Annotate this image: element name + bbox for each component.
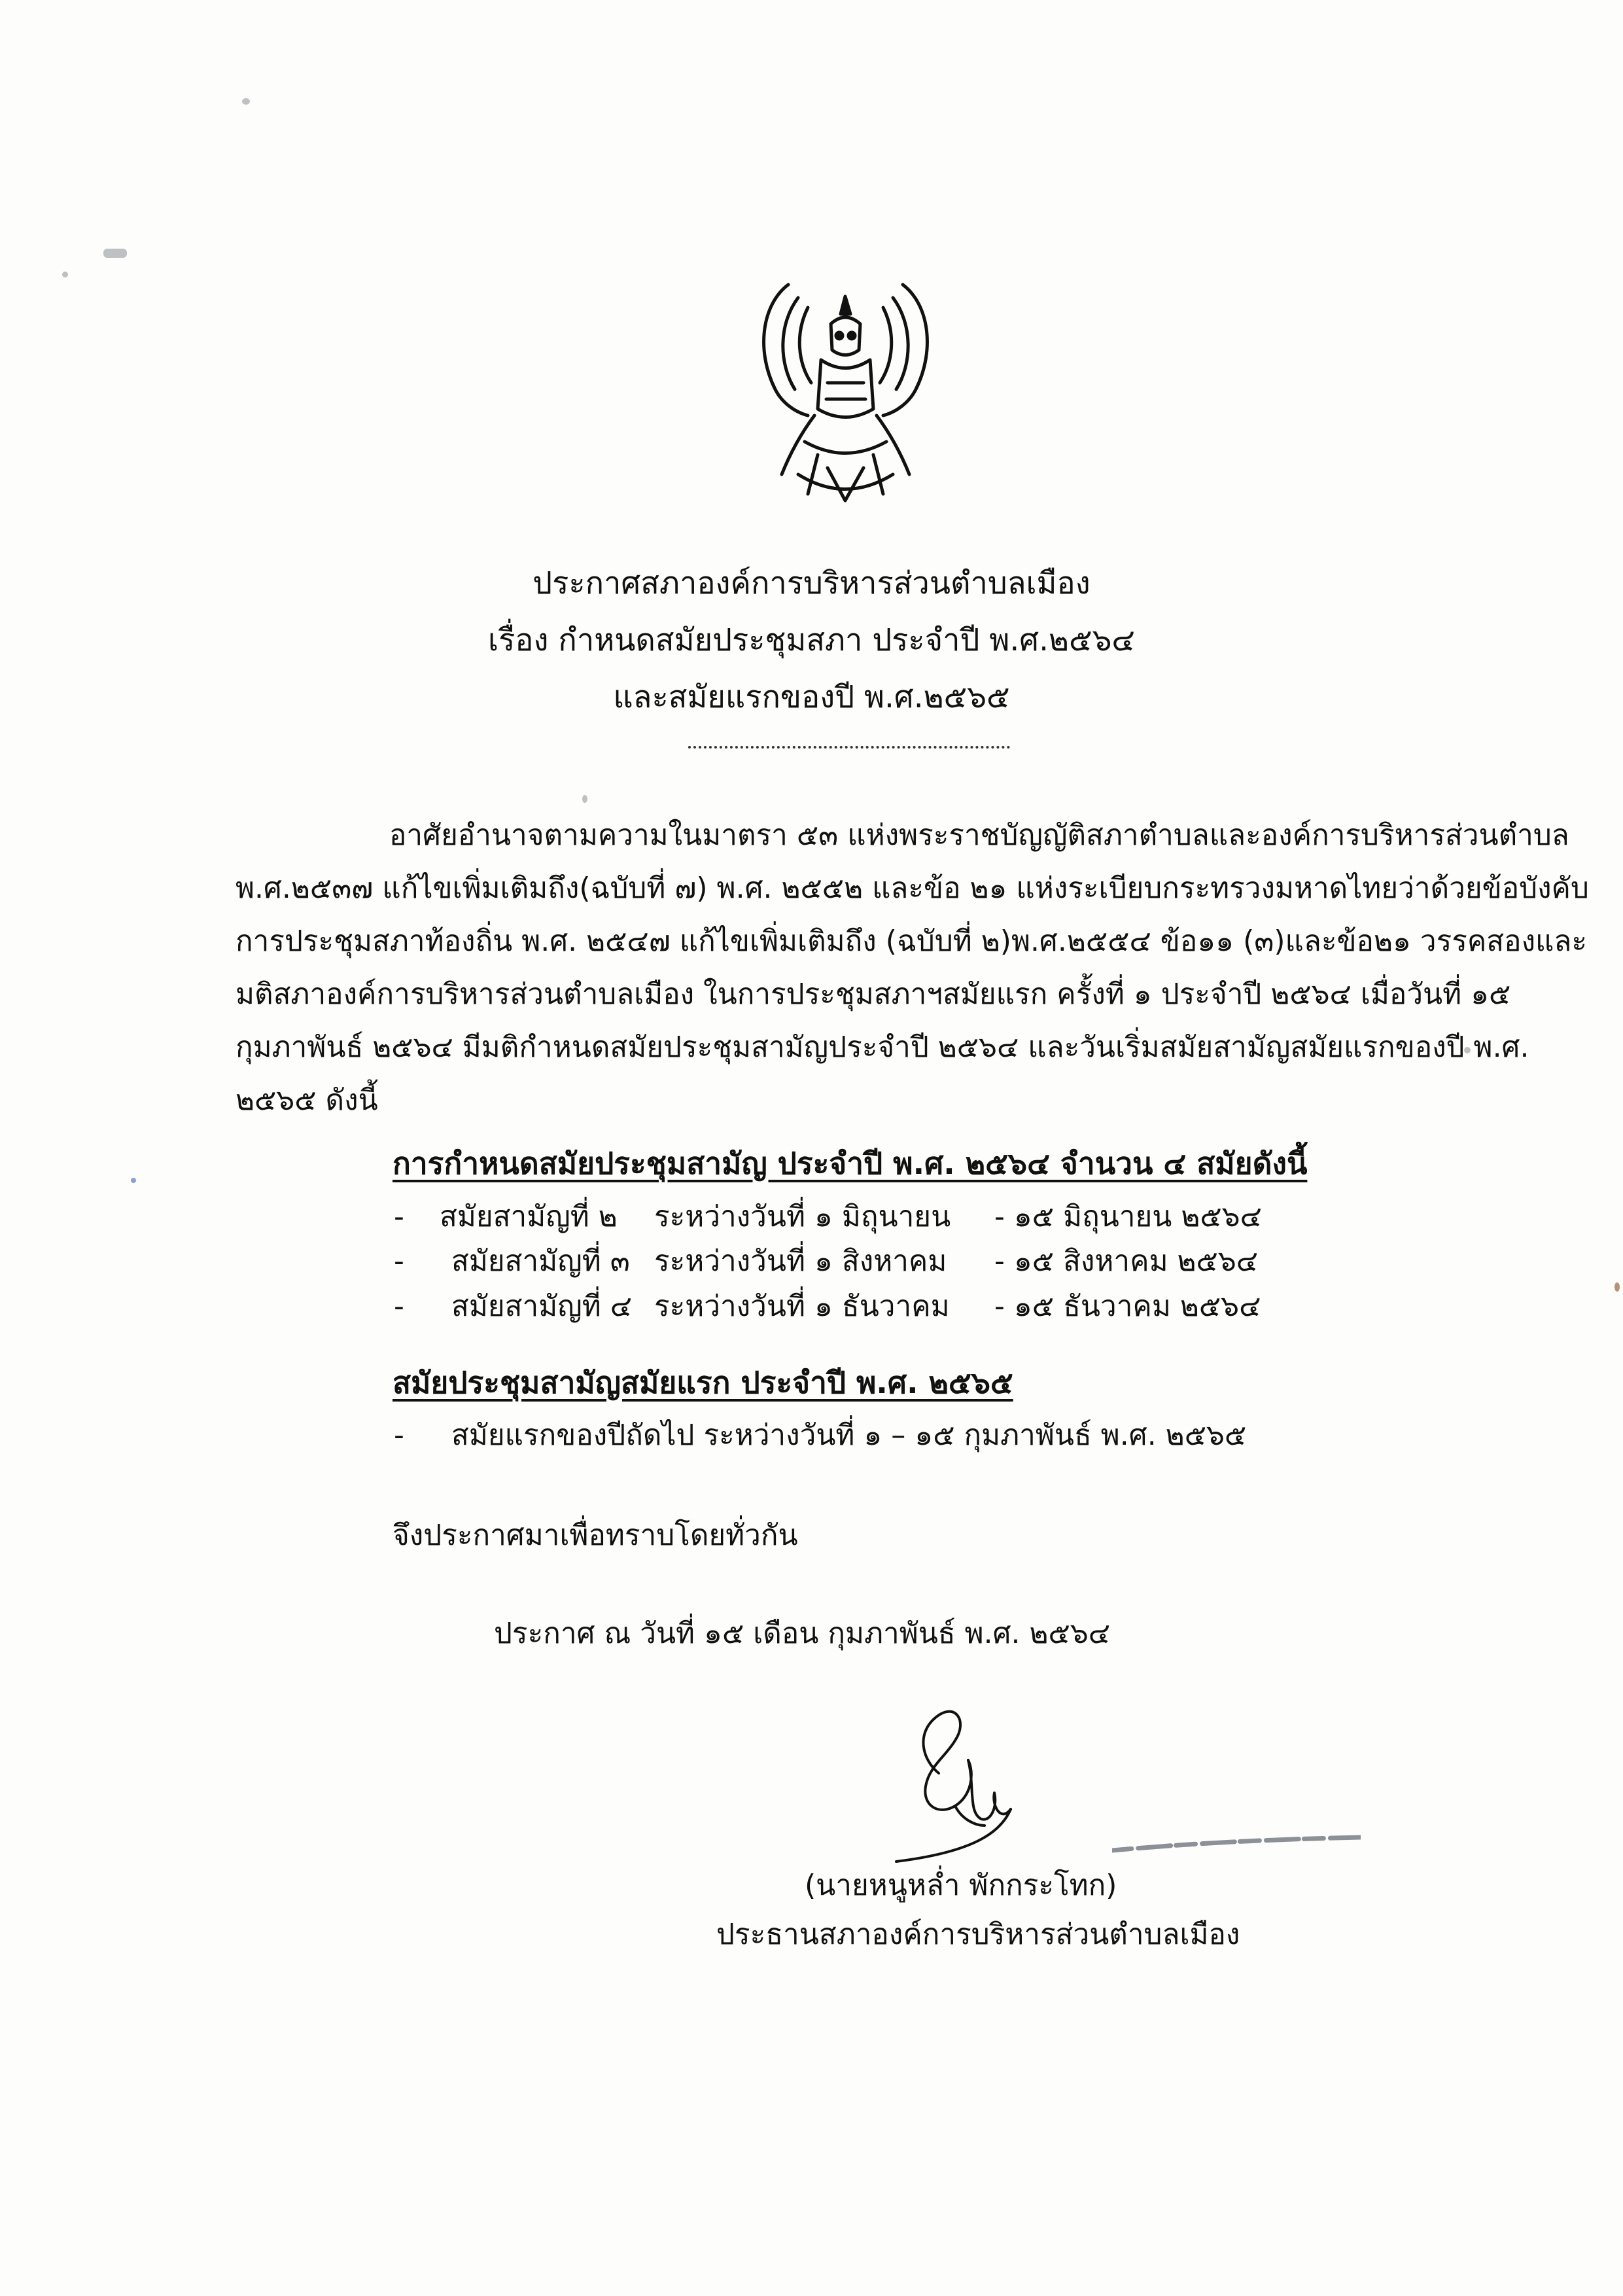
garuda-emblem-icon: [742, 278, 949, 507]
handwritten-signature: [877, 1695, 1086, 1865]
announcement-subject: เรื่อง กำหนดสมัยประชุมสภา ประจำปี พ.ศ.๒๕๖๔: [488, 622, 1135, 658]
scan-speck: [131, 1178, 136, 1183]
scan-speck: [242, 98, 250, 105]
body-line: พ.ศ.๒๕๓๗ แก้ไขเพิ่มเติมถึง(ฉบับที่ ๗) พ.ศ. ๒๕๕๒ และข้อ ๒๑ แห่งระเบียบกระทรวงมหาดไทยว่าด้วยข้อบังคับ: [236, 872, 1589, 905]
list-dash: -: [394, 1290, 404, 1323]
list-dash: -: [394, 1200, 404, 1233]
closing-statement: จึงประกาศมาเพื่อทราบโดยทั่วกัน: [393, 1519, 798, 1552]
section-title-regular-sessions: การกำหนดสมัยประชุมสามัญ ประจำปี พ.ศ. ๒๕๖๔ จำนวน ๔ สมัยดังนี้: [393, 1146, 1308, 1181]
body-line: อาศัยอำนาจตามความในมาตรา ๕๓ แห่งพระราชบัญญัติสภาตำบลและองค์การบริหารส่วนตำบล: [389, 819, 1569, 852]
section-title-first-session: สมัยประชุมสามัญสมัยแรก ประจำปี พ.ศ. ๒๕๖๕: [393, 1365, 1013, 1400]
scan-speck: [1614, 1282, 1620, 1292]
announcement-subject-cont: และสมัยแรกของปี พ.ศ.๒๕๖๕: [613, 679, 1010, 715]
list-dash: -: [394, 1245, 404, 1278]
announcement-title: ประกาศสภาองค์การบริหารส่วนตำบลเมือง: [532, 565, 1091, 601]
body-line: การประชุมสภาท้องถิ่น พ.ศ. ๒๕๔๗ แก้ไขเพิ่มเติมถึง (ฉบับที่ ๒)พ.ศ.๒๕๕๔ ข้อ๑๑ (๓)และข้อ๒๑ วรรคสองและ: [236, 925, 1588, 958]
body-line: ๒๕๖๕ ดังนี้: [236, 1084, 378, 1117]
body-line: มติสภาองค์การบริหารส่วนตำบลเมือง ในการประชุมสภาฯสมัยแรก ครั้งที่ ๑ ประจำปี ๒๕๖๔ เมื่อวันที่ ๑๕: [236, 978, 1511, 1011]
signer-name: (นายหนูหล่ำ พักกระโทก): [805, 1869, 1117, 1902]
session-end: - ๑๕ สิงหาคม ๒๕๖๔: [994, 1245, 1259, 1278]
session-name: สมัยสามัญที่ ๒: [440, 1200, 618, 1233]
signer-position: ประธานสภาองค์การบริหารส่วนตำบลเมือง: [716, 1918, 1240, 1951]
session-name: สมัยสามัญที่ ๔: [451, 1290, 632, 1323]
scan-stroke-mark: [1112, 1832, 1361, 1858]
first-session-detail: สมัยแรกของปีถัดไป ระหว่างวันที่ ๑ – ๑๕ กุมภาพันธ์ พ.ศ. ๒๕๖๕: [451, 1419, 1247, 1452]
session-name: สมัยสามัญที่ ๓: [451, 1245, 630, 1278]
scan-speck: [62, 272, 68, 277]
session-end: - ๑๕ ธันวาคม ๒๕๖๔: [994, 1290, 1261, 1323]
scan-speck: [103, 249, 127, 258]
scan-speck: [582, 795, 587, 803]
session-start: ระหว่างวันที่ ๑ สิงหาคม: [654, 1245, 947, 1278]
list-dash: -: [394, 1419, 404, 1452]
session-start: ระหว่างวันที่ ๑ ธันวาคม: [654, 1290, 950, 1323]
body-line: กุมภาพันธ์ ๒๕๖๔ มีมติกำหนดสมัยประชุมสามัญประจำปี ๒๕๖๔ และวันเริ่มสมัยสามัญสมัยแรกของปี พ.ศ.: [236, 1031, 1529, 1064]
session-start: ระหว่างวันที่ ๑ มิถุนายน: [654, 1200, 951, 1233]
session-end: - ๑๕ มิถุนายน ๒๕๖๔: [994, 1200, 1262, 1233]
announcement-date: ประกาศ ณ วันที่ ๑๕ เดือน กุมภาพันธ์ พ.ศ. ๒๕๖๔: [494, 1617, 1111, 1650]
title-divider: [688, 746, 1010, 749]
